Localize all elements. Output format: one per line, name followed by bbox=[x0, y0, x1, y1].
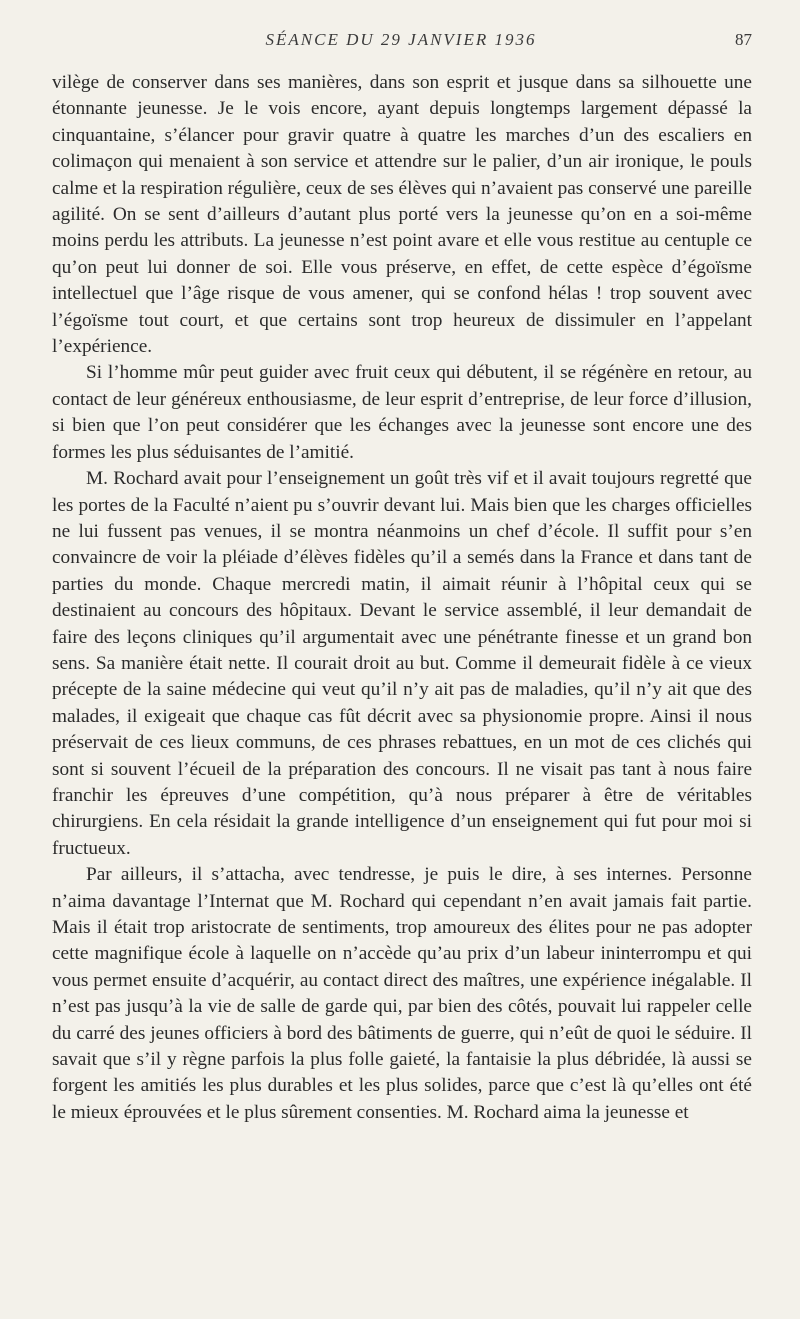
page-number: 87 bbox=[735, 30, 752, 49]
running-header bbox=[50, 30, 752, 54]
body-text bbox=[52, 70, 752, 1126]
paragraph: M. Rochard avait pour l’enseignement un goût très vif et il avait toujours regretté que les portes de la Faculté n’aient pu s’ouvrir devant lui. Mais bien que les charges officielles ne lui fussent pas venues, il se montra néanmoins un chef d’école. Il suffit pour s’en convaincre de voir la pléiade d’élèves fidèles qu’il a semés dans la France et dans tant de parties du monde. Chaque mercredi matin, il aimait réunir à l’hôpital ceux qui se destinaient au concours des hôpitaux. Devant le service assemblé, il leur demandait de faire des leçons cliniques qu’il argumentait avec une pénétrante finesse et un grand bon sens. Sa manière était nette. Il courait droit au but. Comme il demeurait fidèle à ce vieux précepte de la saine médecine qui veut qu’il n’y ait pas de maladies, qu’il n’y ait que des malades, il exigeait que chaque cas fût décrit avec sa physionomie propre. Ainsi il nous préservait de ces lieux communs, de ces phrases rebattues, en un mot de ces clichés qui sont si souvent l’écueil de la préparation des concours. Il ne visait pas tant à nous faire franchir les épreuves d’une compétition, qu’à nous préparer à être de véritables chirurgiens. En cela résidait la grande intelligence d’un enseignement qui fut pour moi si fructueux. bbox=[52, 468, 752, 859]
paragraph: Si l’homme mûr peut guider avec fruit ceux qui débutent, il se régénère en retour, au contact de leur généreux enthousiasme, de leur esprit d’entreprise, de leur force d’illusion, si bien que l’on peut considérer que les échanges avec la jeunesse sont encore une des formes les plus séduisantes de l’amitié. bbox=[52, 362, 752, 463]
paragraph-continued: vilège de conserver dans ses manières, dans son esprit et jusque dans sa silhouette une étonnante jeunesse. Je le vois encore, ayant depuis longtemps largement dépassé la cinquantaine, s’élancer pour gravir quatre à quatre les marches d’un des escaliers en colimaçon qui menaient à son service et attendre sur le palier, d’un air ironique, le pouls calme et la respiration régulière, ceux de ses élèves qui n’avaient pas conservé une pareille agilité. On se sent d’ailleurs d’autant plus porté vers la jeunesse qu’on en a soi-même moins perdu les attributs. La jeunesse n’est point avare et elle vous restitue au centuple ce qu’on peut lui donner de soi. Elle vous préserve, en effet, de cette espèce d’égoïsme intellectuel que l’âge risque de vous amener, qui se confond hélas ! trop souvent avec l’égoïsme tout court, et que certains sont trop heureux de dissimuler en l’appelant l’expérience. bbox=[52, 72, 752, 358]
paragraph: Par ailleurs, il s’attacha, avec tendresse, je puis le dire, à ses internes. Personne n’aima davantage l’Internat que M. Rochard qui cependant n’en avait jamais fait partie. Mais il était trop aristocrate de sentiments, trop amoureux des élites pour ne pas adopter cette magnifique école à laquelle on n’accède qu’au prix d’un labeur ininterrompu et qui vous permet ensuite d’acquérir, au contact direct des maîtres, une expérience inégalable. Il n’est pas jusqu’à la vie de salle de garde qui, par bien des côtés, pouvait lui rappeler celle du carré des jeunes officiers à bord des bâtiments de guerre, qui n’eût de quoi le séduire. Il savait que s’il y règne parfois la plus folle gaieté, la fantaisie la plus débridée, là aussi se forgent les amitiés les plus durables et les plus solides, parce que c’est là qu’elles ont été le mieux éprouvées et le plus sûrement consenties. M. Rochard aima la jeunesse et bbox=[52, 864, 752, 1123]
header-title: SÉANCE DU 29 JANVIER 1936 bbox=[265, 30, 537, 49]
